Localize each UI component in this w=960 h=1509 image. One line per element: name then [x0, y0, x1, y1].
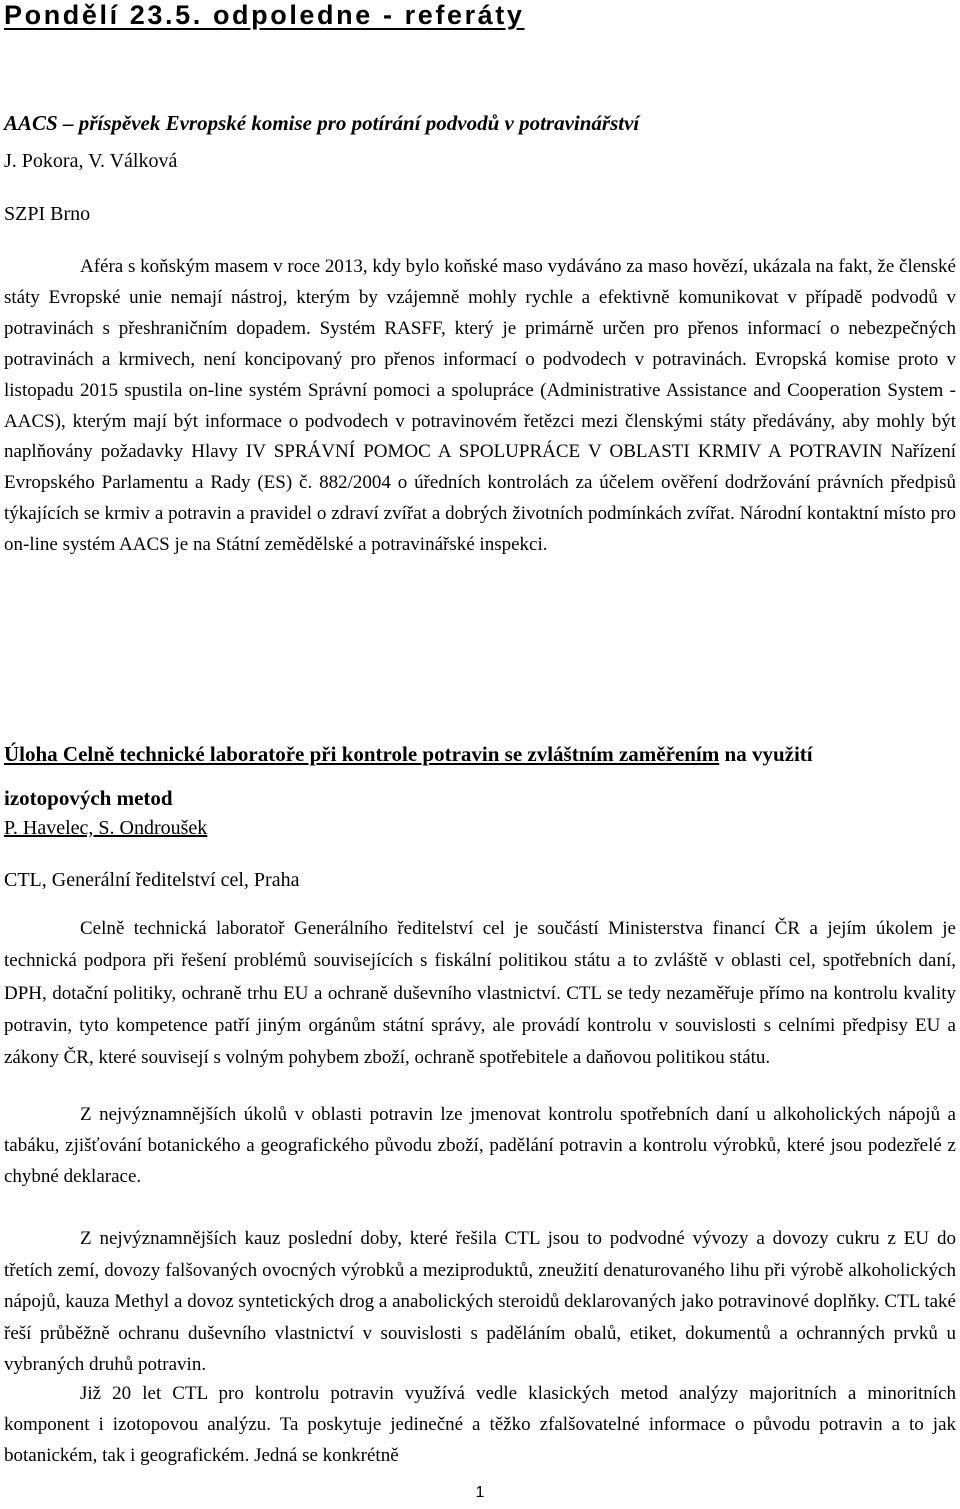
- section1-paragraph: Aféra s koňským masem v roce 2013, kdy bylo koňské maso vydáváno za maso hovězí, ukázala na fakt, že členské státy Evropské unie nemají nástroj, kterým by vzájemně mohly rychle a efektivně komunikovat v případě podvodů v potravinách s přeshraničním dopadem. Systém RASFF, který je primárně určen pro přenos informací o nebezpečných potravinách a krmivech, není koncipovaný pro přenos informací o podvodech v potravinách. Evropská komise proto v listopadu 2015 spustila on-line systém Správní pomoci a spolupráce (Administrative Assistance and Cooperation System - AACS), kterým mají být informace o podvodech v potravinovém řetězci mezi členskými státy předávány, aby mohly být naplňovány požadavky Hlavy IV SPRÁVNÍ POMOC A SPOLUPRÁCE V OBLASTI KRMIV A POTRAVIN Nařízení Evropského Parlamentu a Rady (ES) č. 882/2004 o úředních kontrolách za účelem ověření dodržování právních předpisů týkajících se krmiv a potravin a pravidel o zdraví zvířat a dobrých životních podmínkách zvířat. Národní kontaktní místo pro on-line systém AACS je na Státní zemědělské a potravinářské inspekci.: [4, 256, 956, 556]
- section2-paragraph-3: Z nejvýznamnějších kauz poslední doby, které řešila CTL jsou to podvodné vývozy a dovozy cukru z EU do třetích zemí, dovozy falšovaných ovocných výrobků a meziproduktů, zneužití denaturovaného lihu při výrobě alkoholických nápojů, kauza Methyl a dovoz syntetických drog a anabolických steroidů deklarovaných jako potravinové doplňky. CTL také řeší průběžně ochranu duševního vlastnictví v souvislosti s paděláním obalů, etiket, dokumentů a ochranných prvků u vybraných druhů potravin.: [4, 1228, 956, 1375]
- page-number: 1: [475, 1484, 485, 1501]
- page-heading: Pondělí 23.5. odpoledne - referáty: [4, 0, 525, 30]
- section2-paragraph-1: Celně technická laboratoř Generálního ředitelství cel je součástí Ministerstva financí ČR a jejím úkolem je technická podpora při řešení problémů souvisejících s fiskální politikou státu a to zvláště v oblasti cel, spotřebních daní, DPH, dotační politiky, ochraně trhu EU a ochraně duševního vlastnictví. CTL se tedy nezaměřuje přímo na kontrolu kvality potravin, tyto kompetence patří jiným orgánům státní správy, ale provádí kontrolu v souvislosti s celními předpisy EU a zákony ČR, které souvisejí s volným pohybem zboží, ochraně spotřebitele a daňovou politikou státu.: [4, 918, 956, 1069]
- section2-title-line2: na využití izotopových metod: [4, 742, 813, 810]
- section2-paragraph-4: Již 20 let CTL pro kontrolu potravin využívá vedle klasických metod analýzy majoritních a minoritních komponent i izotopovou analýzu. Ta poskytuje jedinečné a těžko zfalšovatelné informace o původu potravin a to jak botanickém, tak i geografickém. Jedná se konkrétně: [4, 1383, 956, 1466]
- section2-affiliation: CTL, Generální ředitelství cel, Praha: [4, 869, 300, 891]
- section1-affiliation: SZPI Brno: [4, 203, 91, 225]
- section1-title: AACS – příspěvek Evropské komise pro potírání podvodů v potravinářství: [4, 111, 640, 135]
- section1-authors: J. Pokora, V. Válková: [4, 150, 178, 172]
- section2-authors: P. Havelec, S. Ondroušek: [4, 817, 208, 839]
- section2-paragraph-2: Z nejvýznamnějších úkolů v oblasti potravin lze jmenovat kontrolu spotřebních daní u alkoholických nápojů a tabáku, zjišťování botanického a geografického původu zboží, padělání potravin a kontrolu výrobků, které jsou podezřelé z chybné deklarace.: [4, 1104, 956, 1187]
- section2-title: [4, 732, 904, 820]
- section2-title-line1: Úloha Celně technické laboratoře při kontrole potravin se zvláštním zaměřením: [4, 742, 720, 766]
